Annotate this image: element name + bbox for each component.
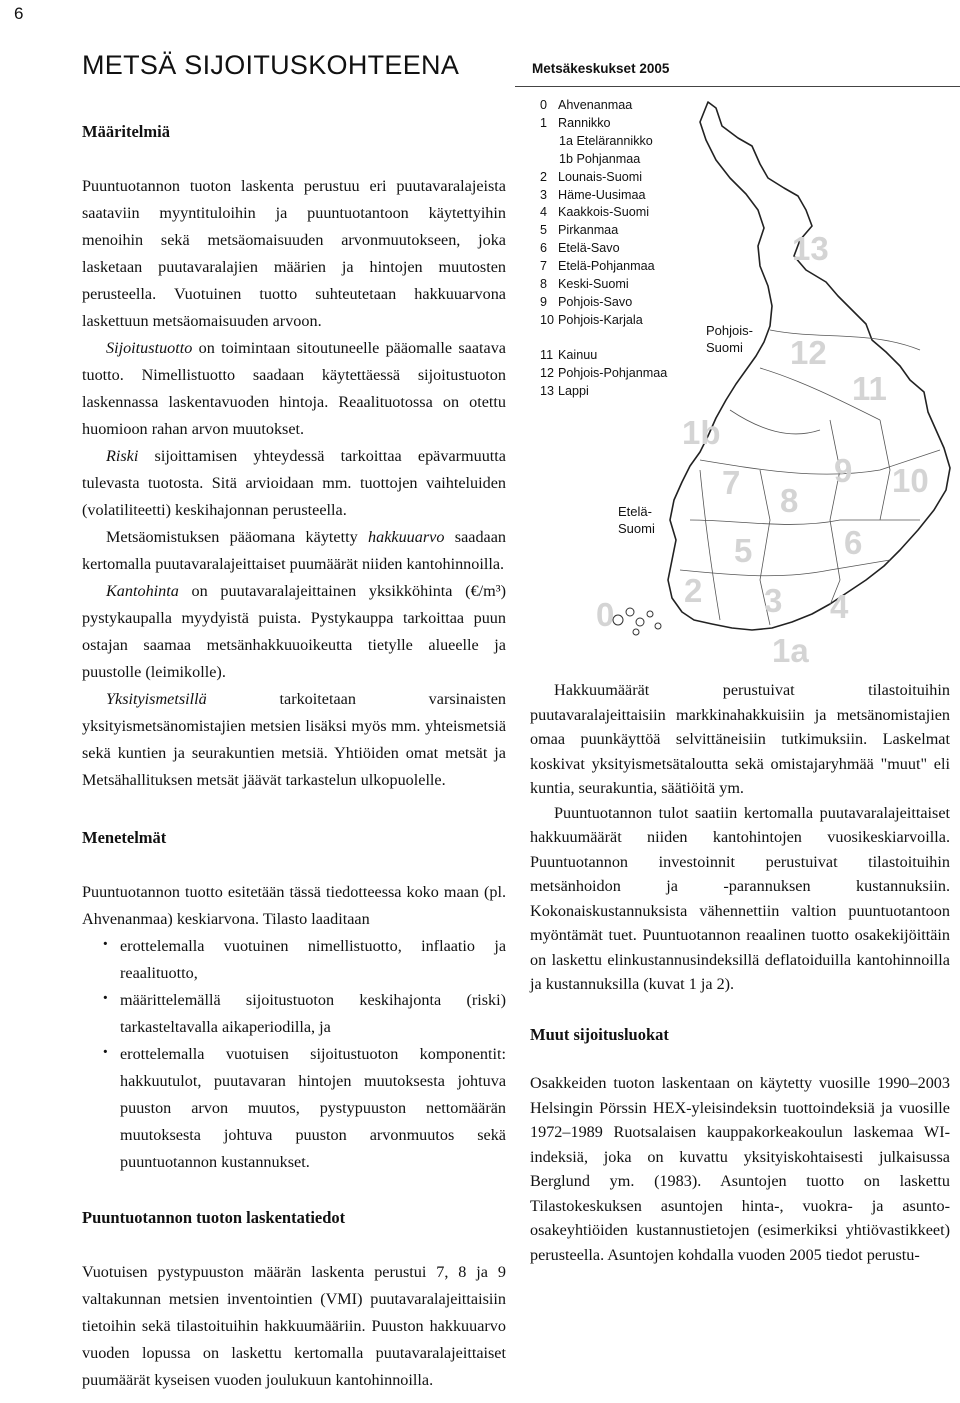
definition-sijoitustuotto	[82, 335, 506, 443]
legend-item-name: Etelä-Savo	[558, 241, 620, 256]
region-number-10: 10	[892, 462, 929, 499]
term-yksityismetsat: Yksityismetsillä	[106, 690, 207, 708]
methods-list-item: · erottelemalla vuotuisen sijoitustuoton komponentit: hakkuutulot, puutavaran hintojen muutoksesta johtuva puuston arvon muutos, pystypuuston nettomäärän muutoksesta johtuva puuston arvonmuutos sekä puuntuotannon kustannukset.	[82, 1041, 506, 1176]
left-column	[82, 118, 506, 1394]
laskentatiedot-paragraph: Vuotuisen pystypuuston määrän laskenta perustui 7, 8 ja 9 valtakunnan metsien inventointien (VMI) puutavaralajeittaisiin tietoihin sekä tilastoituihin hakkuumääriin. Puuston hakkuuarvo vuoden lopussa on laskettu kertomalla puutavaralajeittaiset puumäärät kyseisen vuoden joulukuun kantohinnoilla.	[82, 1263, 506, 1389]
region-number-8: 8	[780, 482, 799, 519]
methods-intro: Puuntuotannon tuotto esitetään tässä tiedotteessa koko maan (pl. Ahvenanmaa) keskiarvona. Tilasto laaditaan	[82, 883, 506, 928]
legend-item-number: 10	[540, 312, 555, 327]
page-title: METSÄ SIJOITUSKOHTEENA	[82, 50, 460, 80]
legend-item-name: Pohjois-Karjala	[558, 312, 643, 327]
term-hakkuuarvo: hakkuuarvo	[368, 528, 445, 546]
legend-item-number: 8	[540, 277, 548, 292]
definition-kantohinta	[82, 578, 506, 686]
legend-item-number: 6	[540, 241, 548, 256]
text-hakkuuarvo: saadaan kertomalla puutavaralajeittaiset puumäärät niiden kantohinnoilla.	[82, 528, 506, 573]
legend-item-number: 11	[540, 347, 554, 362]
legend-item-number: 5	[540, 223, 548, 238]
region-number-12: 12	[790, 334, 827, 371]
legend-item-name: Etelä-Pohjanmaa	[558, 259, 655, 274]
legend-item-number: 4	[540, 205, 548, 220]
legend-item-name: 1a Etelärannikko	[559, 133, 653, 148]
definition-riski	[82, 443, 506, 524]
region-number-7: 7	[722, 464, 741, 501]
term-riski: Riski	[106, 447, 139, 465]
legend-item-number: 7	[540, 259, 548, 274]
legend-item-name: Lappi	[558, 383, 589, 398]
heading-muut-sijoitusluokat: Muut sijoitusluokat	[530, 1024, 669, 1044]
legend-item-number: 1	[540, 115, 548, 130]
term-kantohinta: Kantohinta	[106, 582, 179, 600]
text-sijoitustuotto: on toimintaan sitoutuneelle pääomalle saatava tuotto. Nimellistuotto saadaan käytettäessä sijoitustuoton laskennassa laskentavuoden hintoja. Reaalituotossa on otettu huomioon rahan arvon muutokset.	[82, 339, 506, 438]
laskentatiedot-paragraph-2: Hakkuumäärät perustuivat tilastoituihin puutavaralajeittaisiin markkinahakkuisiin ja metsänomistajien omaa puunkäyttöä selvittäneisiin tutkimuksiin. Laskelmat koskivat yksityismetsätaloutta sekä omistajaryhmää "muut" eli kuntia, seurakuntia, säätiöitä ym.	[530, 681, 950, 797]
map-label-etela-suomi-line2: Suomi	[618, 521, 655, 536]
legend-item-name: Keski-Suomi	[558, 277, 629, 292]
right-column	[530, 678, 950, 1267]
legend-item-number: 2	[540, 169, 548, 184]
heading-menetelmat: Menetelmät	[82, 828, 167, 847]
legend-item-name: Pirkanmaa	[558, 223, 619, 238]
map-title: Metsäkeskukset 2005	[532, 61, 670, 76]
region-number-1a: 1a	[772, 632, 809, 669]
heading-laskentatiedot: Puuntuotannon tuoton laskentatiedot	[82, 1208, 346, 1227]
legend-item-name: Pohjois-Savo	[558, 294, 633, 309]
legend-item-name: 1b Pohjanmaa	[559, 151, 641, 166]
map-label-pohjois-suomi-line1: Pohjois-	[706, 323, 753, 338]
page-number: 6	[14, 4, 24, 23]
muut-paragraph: Osakkeiden tuoton laskentaan on käytetty vuosille 1990–2003 Helsingin Pörssin HEX-yleisindeksin tuottoindeksiä ja vuosille 1972–1989 Ruotsalaisen kauppakorkeakoulun laskemaa WI-indeksiä, joka on kuvattu yksityiskohtaisesti julkaisussa Berglund ym. (1983). Asuntojen tuotto on laskettu Tilastokeskuksen asuntojen hinta-, vuokra- ja asunto-osakeyhtiöiden kustannustietojen (esimerkiksi yhtiövastikkeet) perusteella. Asuntojen kohdalla vuoden 2005 tiedot perustu-	[530, 1074, 950, 1264]
legend-item-name: Häme-Uusimaa	[558, 187, 646, 202]
definition-yksityismetsat	[82, 686, 506, 794]
region-number-5: 5	[734, 532, 753, 569]
legend-item-name: Lounais-Suomi	[558, 169, 643, 184]
legend-item-number: 9	[540, 294, 548, 309]
region-number-6: 6	[844, 524, 863, 561]
definition-paragraph: Puuntuotannon tuoton laskenta perustuu eri puutavaralajeista saataviin myyntituloihin ja puuntuotantoon käytettyihin menoihin sekä metsäomaisuuden arvonmuutokseen, joka lasketaan puutavaralajien määrien ja hintojen muutosten perusteella. Vuotuinen tuotto suhteutetaan hakkuuarvona laskettuun metsäomaisuuden arvoon.	[82, 177, 506, 330]
heading-maaritelmia: Määritelmiä	[82, 122, 170, 141]
region-number-0: 0	[596, 596, 615, 633]
text-yksityismetsat: tarkoitetaan varsinaisten yksityismetsänomistajien metsien lisäksi myös mm. yhteismetsiä sekä kuntien ja seurakuntien metsiä. Yhtiöiden omat metsät ja Metsähallituksen metsät jäävät tarkastelun ulkopuolelle.	[82, 690, 506, 789]
legend-item-name: Rannikko	[558, 115, 611, 130]
text-kantohinta: on puutavaralajeittainen yksikköhinta (€/m³) pystykaupalla myydyistä puista. Pystykauppa tarkoittaa puun ostajan saamaa metsänhakkuuoikeutta tietylle alueelle ja puustolle (leimikolle).	[82, 582, 506, 681]
map-label-pohjois-suomi-line2: Suomi	[706, 340, 743, 355]
region-number-2: 2	[684, 572, 703, 609]
laskentatiedot-paragraph-3: Puuntuotannon tulot saatiin kertomalla puutavaralajeittaiset hakkuumäärät niiden kantohintojen vuosikeskiarvoilla. Puuntuotannon investoinnit perustuivat tilastoituihin metsänhoidon ja -parannuksen kustannuksiin. Kokonaiskustannuksista vähennettiin valtion puuntuotantoon myöntämät tuet. Puuntuotannon reaalinen tuotto osakekijöittäin on laskettu elinkustannusindeksillä deflatoiduilla kantohinnoilla ja kustannuksilla (kuvat 1 ja 2).	[530, 803, 950, 993]
region-number-1b: 1b	[682, 414, 721, 451]
region-number-9: 9	[834, 452, 853, 489]
legend-item-number: 12	[540, 365, 555, 380]
text-riski: sijoittamisen yhteydessä tarkoittaa epävarmuutta tulevasta tuotosta. Sitä arvioidaan mm. tuottojen vaihteluiden (volatiliteetti) keskihajonnan perusteella.	[82, 447, 506, 519]
region-number-13: 13	[792, 230, 829, 267]
legend-item-name: Kainuu	[558, 347, 598, 362]
map-label-pohjois-suomi	[706, 322, 753, 356]
legend-item-name: Ahvenanmaa	[558, 98, 633, 112]
legend-item-name: Pohjois-Pohjanmaa	[558, 365, 668, 380]
definition-hakkuuarvo	[82, 524, 506, 578]
region-number-11: 11	[852, 370, 887, 407]
methods-list-item: · määrittelemällä sijoitustuoton keskihajonta (riski) tarkasteltavalla aikaperiodilla, ja	[82, 987, 506, 1041]
map-label-etela-suomi	[618, 503, 655, 537]
region-number-4: 4	[830, 588, 849, 625]
legend-item-name: Kaakkois-Suomi	[558, 205, 649, 220]
methods-list	[82, 933, 506, 1176]
map-label-etela-suomi-line1: Etelä-	[618, 504, 652, 519]
pre-hakkuuarvo: Metsäomistuksen pääomana käytetty	[106, 528, 369, 546]
legend-item-number: 0	[540, 98, 548, 112]
methods-list-item: · erottelemalla vuotuinen nimellistuotto, inflaatio ja reaalituotto,	[82, 933, 506, 987]
region-number-3: 3	[764, 582, 783, 619]
ahvenanmaa-islands	[613, 608, 661, 635]
legend-item-number: 13	[540, 383, 555, 398]
term-sijoitustuotto: Sijoitustuotto	[106, 339, 193, 357]
legend-item-number: 3	[540, 187, 548, 202]
